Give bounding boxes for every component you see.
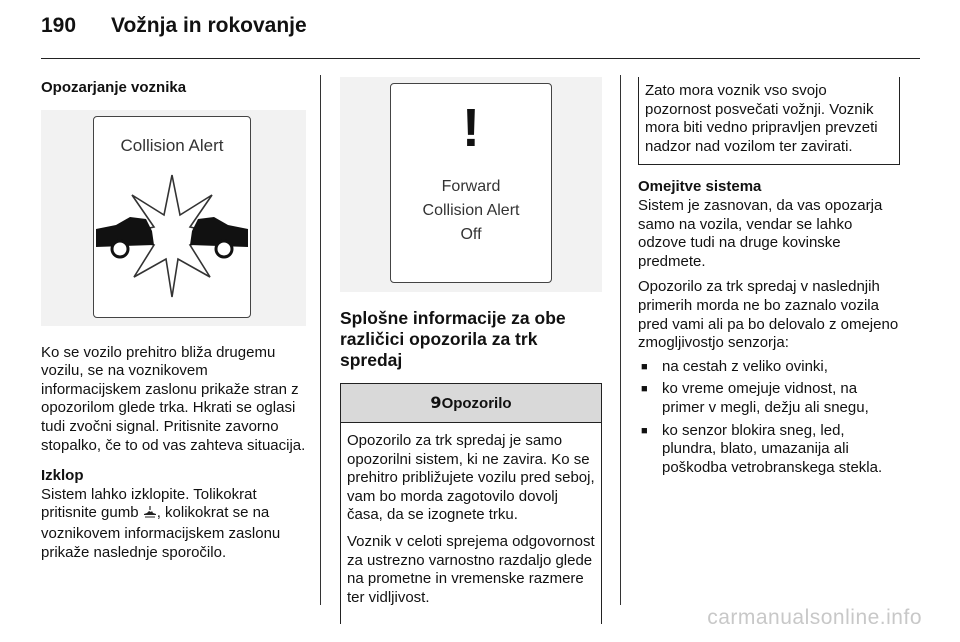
bullet-square-icon: ■ <box>641 383 648 396</box>
list-item: ■ ko senzor blokira sneg, led, plundra, blato, umazanija ali poškodba vetrobranskega stekla. <box>641 421 883 476</box>
warning-continuation-box <box>638 77 900 165</box>
bullet-square-icon: ■ <box>641 360 648 373</box>
middle-column <box>340 77 602 624</box>
limitations-list <box>638 358 900 478</box>
warning-header <box>341 384 601 423</box>
list-item: ■ ko vreme omejuje vidnost, na primer v megli, dežju ali snegu, <box>641 380 869 416</box>
section-heading-system-limits: Omejitve sistema <box>638 178 762 196</box>
warning-paragraph-1: Opozorilo za trk spredaj je samo opozorilni sistem, ki ne zavira. Ko se prehitro približujete vozilu pred seboj, vam bo morda zagotovilo dovolj časa, da se izognete trku. <box>347 432 595 524</box>
paragraph-collision-alert: Ko se vozilo prehitro bliža drugemu vozilu, se na voznikovem informacijskem zaslonu prikaže stran z opozorilom glede trka. Hkrati se oglasi tudi zvočni signal. Pritisnite zavorno stopalko, če to od vas zahteva situacija. <box>41 343 306 454</box>
collision-alert-display <box>93 116 251 318</box>
fca-off-line-3: Off <box>460 226 482 243</box>
fca-off-display <box>390 83 552 283</box>
warning-box <box>340 383 602 624</box>
paragraph-limited-detection: Opozorilo za trk spredaj v naslednjih primerih morda ne bo zaznalo vozila pred vami ali pa bo delovalo z omejeno zmogljivostjo senzorja: <box>638 278 899 352</box>
fca-off-line-2: Collision Alert <box>422 202 520 219</box>
warning-paragraph-2: Voznik v celoti sprejema odgovornost za ustrezno varnostno razdaljo glede na prometne in vremenske razmere ter vidljivost. <box>347 532 595 606</box>
right-column <box>638 77 900 481</box>
paragraph-switch-off: Sistem lahko izklopite. Tolikokrat pritisnite gumb , kolikokrat se na voznikovem informacijskem zaslonu prikaže naslednje sporočilo. <box>41 485 281 561</box>
fca-off-figure <box>340 77 602 292</box>
left-column <box>41 77 306 562</box>
watermark: carmanualsonline.info <box>707 606 922 629</box>
collision-alert-label: Collision Alert <box>120 135 224 155</box>
list-item: ■ na cestah z veliko ovinki, <box>641 357 828 375</box>
warning-body <box>341 423 601 619</box>
column-divider-right <box>620 75 621 605</box>
warning-triangle-icon: 9 <box>430 393 442 412</box>
section-heading-driver-alert: Opozarjanje voznika <box>41 79 187 96</box>
collision-alert-figure <box>41 110 306 326</box>
chapter-title: Vožnja in rokovanje <box>111 14 307 37</box>
warning-title: Opozorilo <box>441 395 512 412</box>
bullet-square-icon: ■ <box>641 424 648 437</box>
section-heading-general: Splošne informacije za obe različici opozorila za trk spredaj <box>340 308 566 370</box>
warning-continuation-text: Zato mora voznik vso svojo pozornost posvečati vožnji. Voznik mora biti vedno pripravljen prevzeti nadzor nad vozilom ter zavirati. <box>645 82 878 155</box>
column-divider-left <box>320 75 321 605</box>
paragraph-system-limits: Sistem je zasnovan, da vas opozarja samo na vozila, vendar se lahko odzove tudi na druge kovinske predmete. <box>638 196 883 270</box>
exclamation-icon: ! <box>462 98 480 158</box>
collision-icon <box>94 173 250 303</box>
fca-off-line-1: Forward <box>441 178 501 195</box>
page-number: 190 <box>41 14 77 37</box>
collision-alert-button-icon <box>143 506 157 525</box>
header-rule <box>41 58 920 59</box>
subheading-off: Izklop <box>41 467 84 485</box>
